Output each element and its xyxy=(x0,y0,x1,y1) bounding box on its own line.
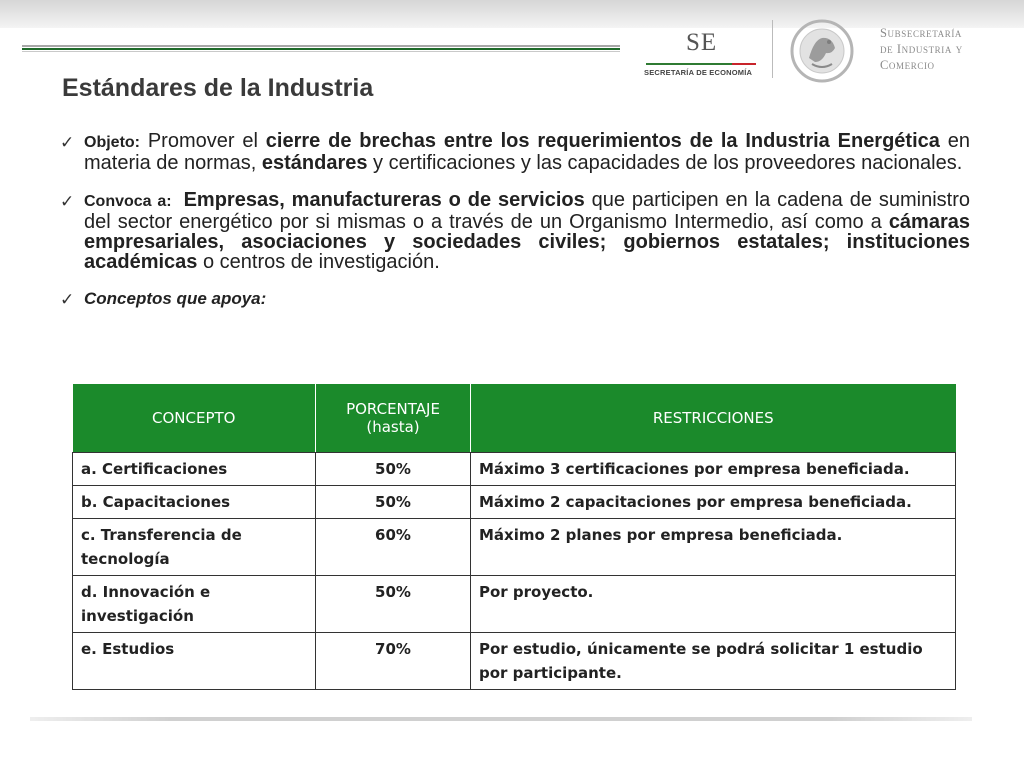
objeto-bold-2: estándares xyxy=(261,152,368,174)
conceptos-paragraph xyxy=(84,288,970,309)
cell-restricciones: Máximo 3 certificaciones por empresa beneficiada. xyxy=(471,453,956,486)
convoca-label: Convoca a: xyxy=(84,193,172,210)
department-line-1: Subsecretaría xyxy=(880,26,963,40)
se-logo xyxy=(640,26,760,76)
table-row xyxy=(73,453,956,486)
bullet-conceptos xyxy=(60,288,970,309)
checkmark-icon: ✓ xyxy=(60,192,75,211)
convoca-text-1: que participen en la cadena de suministro del sector energético por si mismas o a través de un Organismo Intermedio, así como a xyxy=(84,189,970,233)
department-name xyxy=(880,25,1020,73)
checkmark-icon: ✓ xyxy=(60,290,75,309)
objeto-text-1: Promover el xyxy=(140,130,266,152)
convoca-bold-2: cámaras empresariales, asociaciones y sociedades civiles; gobiernos estatales; instituciones académicas xyxy=(84,211,970,273)
header-concepto: CONCEPTO xyxy=(73,384,316,452)
cell-concepto: d. Innovación e investigación xyxy=(73,576,316,633)
cell-porcentaje: 50% xyxy=(316,453,471,486)
cell-concepto: e. Estudios xyxy=(73,633,316,690)
table-row xyxy=(73,519,956,576)
top-gradient-band xyxy=(0,0,1024,28)
cell-concepto: a. Certificaciones xyxy=(73,453,316,486)
department-line-2: de Industria y xyxy=(880,42,963,56)
cell-porcentaje: 70% xyxy=(316,633,471,690)
table-row xyxy=(73,576,956,633)
table-row xyxy=(73,486,956,519)
cell-concepto: b. Capacitaciones xyxy=(73,486,316,519)
cell-porcentaje: 50% xyxy=(316,486,471,519)
checkmark-icon: ✓ xyxy=(60,133,75,152)
cell-restricciones: Máximo 2 capacitaciones por empresa beneficiada. xyxy=(471,486,956,519)
convoca-bold-1: Empresas, manufactureras o de servicios xyxy=(183,189,585,211)
objeto-text-3: y certificaciones y las capacidades de los proveedores nacionales. xyxy=(367,152,963,174)
cell-porcentaje: 50% xyxy=(316,576,471,633)
objeto-text-2: en materia de normas, xyxy=(84,130,970,174)
convoca-text-2: o centros de investigación. xyxy=(197,251,440,273)
se-logo-abbrev: SE xyxy=(686,29,718,56)
conceptos-label: Conceptos que apoya: xyxy=(84,289,267,308)
cell-concepto: c. Transferencia de tecnología xyxy=(73,519,316,576)
department-line-3: Comercio xyxy=(880,58,935,72)
convoca-paragraph xyxy=(84,190,970,272)
objeto-label: Objeto: xyxy=(84,134,140,151)
national-seal-icon xyxy=(782,18,862,84)
table-header-row xyxy=(73,384,956,452)
header-porcentaje: PORCENTAJE (hasta) xyxy=(316,384,471,452)
bullet-convoca xyxy=(60,190,970,272)
cell-restricciones: Por proyecto. xyxy=(471,576,956,633)
table-row xyxy=(73,633,956,690)
bullet-list xyxy=(60,131,970,309)
header-divider xyxy=(772,20,773,78)
cell-porcentaje: 60% xyxy=(316,519,471,576)
footer-divider xyxy=(30,717,972,721)
objeto-paragraph xyxy=(84,131,970,173)
bullet-objeto xyxy=(60,131,970,173)
header-restricciones: RESTRICCIONES xyxy=(471,384,956,452)
se-logo-subtitle: SECRETARÍA DE ECONOMÍA xyxy=(644,68,753,77)
header-decorative-lines xyxy=(22,45,620,53)
objeto-bold-1: cierre de brechas entre los requerimientos de la Industria Energética xyxy=(265,130,940,152)
cell-restricciones: Por estudio, únicamente se podrá solicitar 1 estudio por participante. xyxy=(471,633,956,690)
concepts-table xyxy=(72,384,956,690)
page-title: Estándares de la Industria xyxy=(62,74,374,102)
cell-restricciones: Máximo 2 planes por empresa beneficiada. xyxy=(471,519,956,576)
